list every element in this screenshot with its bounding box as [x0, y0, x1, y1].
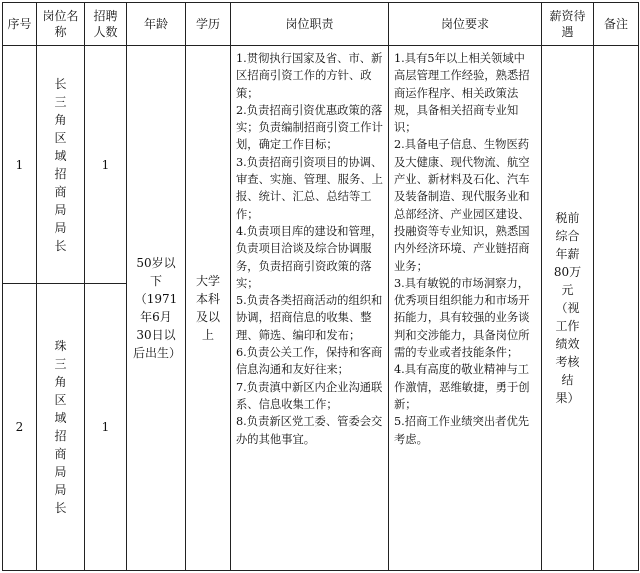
row-1-no: 1 — [3, 46, 37, 284]
requirement-item: 1.具有5年以上相关领域中高层管理工作经验，熟悉招商运作程序、相关政策法规，具备相关招商专业知识； — [394, 52, 530, 135]
header-no: 序号 — [3, 3, 37, 46]
duty-item: 7.负责滇中新区内企业沟通联系、信息收集工作； — [236, 380, 383, 411]
header-remark: 备注 — [594, 3, 639, 46]
duties-cell — [231, 46, 389, 571]
header-salary: 薪资待遇 — [542, 3, 594, 46]
duty-item: 5.负责各类招商活动的组织和协调，招商信息的收集、整理、筛选、编印和发布； — [236, 294, 383, 342]
row-1-position: 长三角区域招商局局长 — [37, 46, 85, 284]
education-cell: 大学本科及以上 — [186, 46, 231, 571]
age-cell: 50岁以下（1971年6月30日以后出生） — [127, 46, 186, 571]
duty-item: 1.贯彻执行国家及省、市、新区招商引资工作的方针、政策； — [236, 52, 383, 100]
header-position: 岗位名称 — [37, 3, 85, 46]
recruitment-table — [2, 2, 639, 571]
header-count: 招聘人数 — [85, 3, 127, 46]
header-requirements: 岗位要求 — [389, 3, 542, 46]
salary-cell: 税前综合年薪80万元（视工作绩效考核结果） — [542, 46, 594, 571]
requirement-item: 5.招商工作业绩突出者优先考虑。 — [394, 415, 530, 446]
duty-item: 8.负责新区党工委、管委会交办的其他事宜。 — [236, 415, 383, 446]
header-age: 年龄 — [127, 3, 186, 46]
duty-item: 6.负责公关工作，保持和客商信息沟通和友好往来； — [236, 346, 383, 377]
row-2-count: 1 — [85, 284, 127, 571]
row-2-no: 2 — [3, 284, 37, 571]
duty-item: 4.负责项目库的建设和管理，负责项目洽谈及综合协调服务，负责招商引资政策的落实； — [236, 224, 383, 290]
header-duties: 岗位职责 — [231, 3, 389, 46]
requirements-cell — [389, 46, 542, 571]
requirement-item: 3.具有敏锐的市场洞察力，优秀项目组织能力和市场开拓能力，具有较强的业务谈判和交涉能力，具备岗位所需的专业或者技能条件； — [394, 276, 530, 360]
header-row — [3, 3, 639, 46]
row-1-count: 1 — [85, 46, 127, 284]
row-2-position: 珠三角区域招商局局长 — [37, 284, 85, 571]
duty-item: 3.负责招商引资项目的协调、审查、实施、管理、服务、上报、统计、汇总、总结等工作； — [236, 155, 383, 221]
requirement-item: 2.具备电子信息、生物医药及大健康、现代物流、航空产业、新材料及石化、汽车及装备制造、现代服务业和总部经济、产业园区建设、投融资等专业知识，熟悉国内外经济环境、产业链招商业务； — [394, 138, 530, 273]
requirement-item: 4.具有高度的敬业精神与工作激情，恶维敏捷，勇于创新； — [394, 363, 530, 411]
remark-cell — [594, 46, 639, 571]
duty-item: 2.负责招商引资优惠政策的落实；负责编制招商引资工作计划，确定工作目标； — [236, 103, 383, 152]
header-education: 学历 — [186, 3, 231, 46]
table-row — [3, 46, 639, 284]
